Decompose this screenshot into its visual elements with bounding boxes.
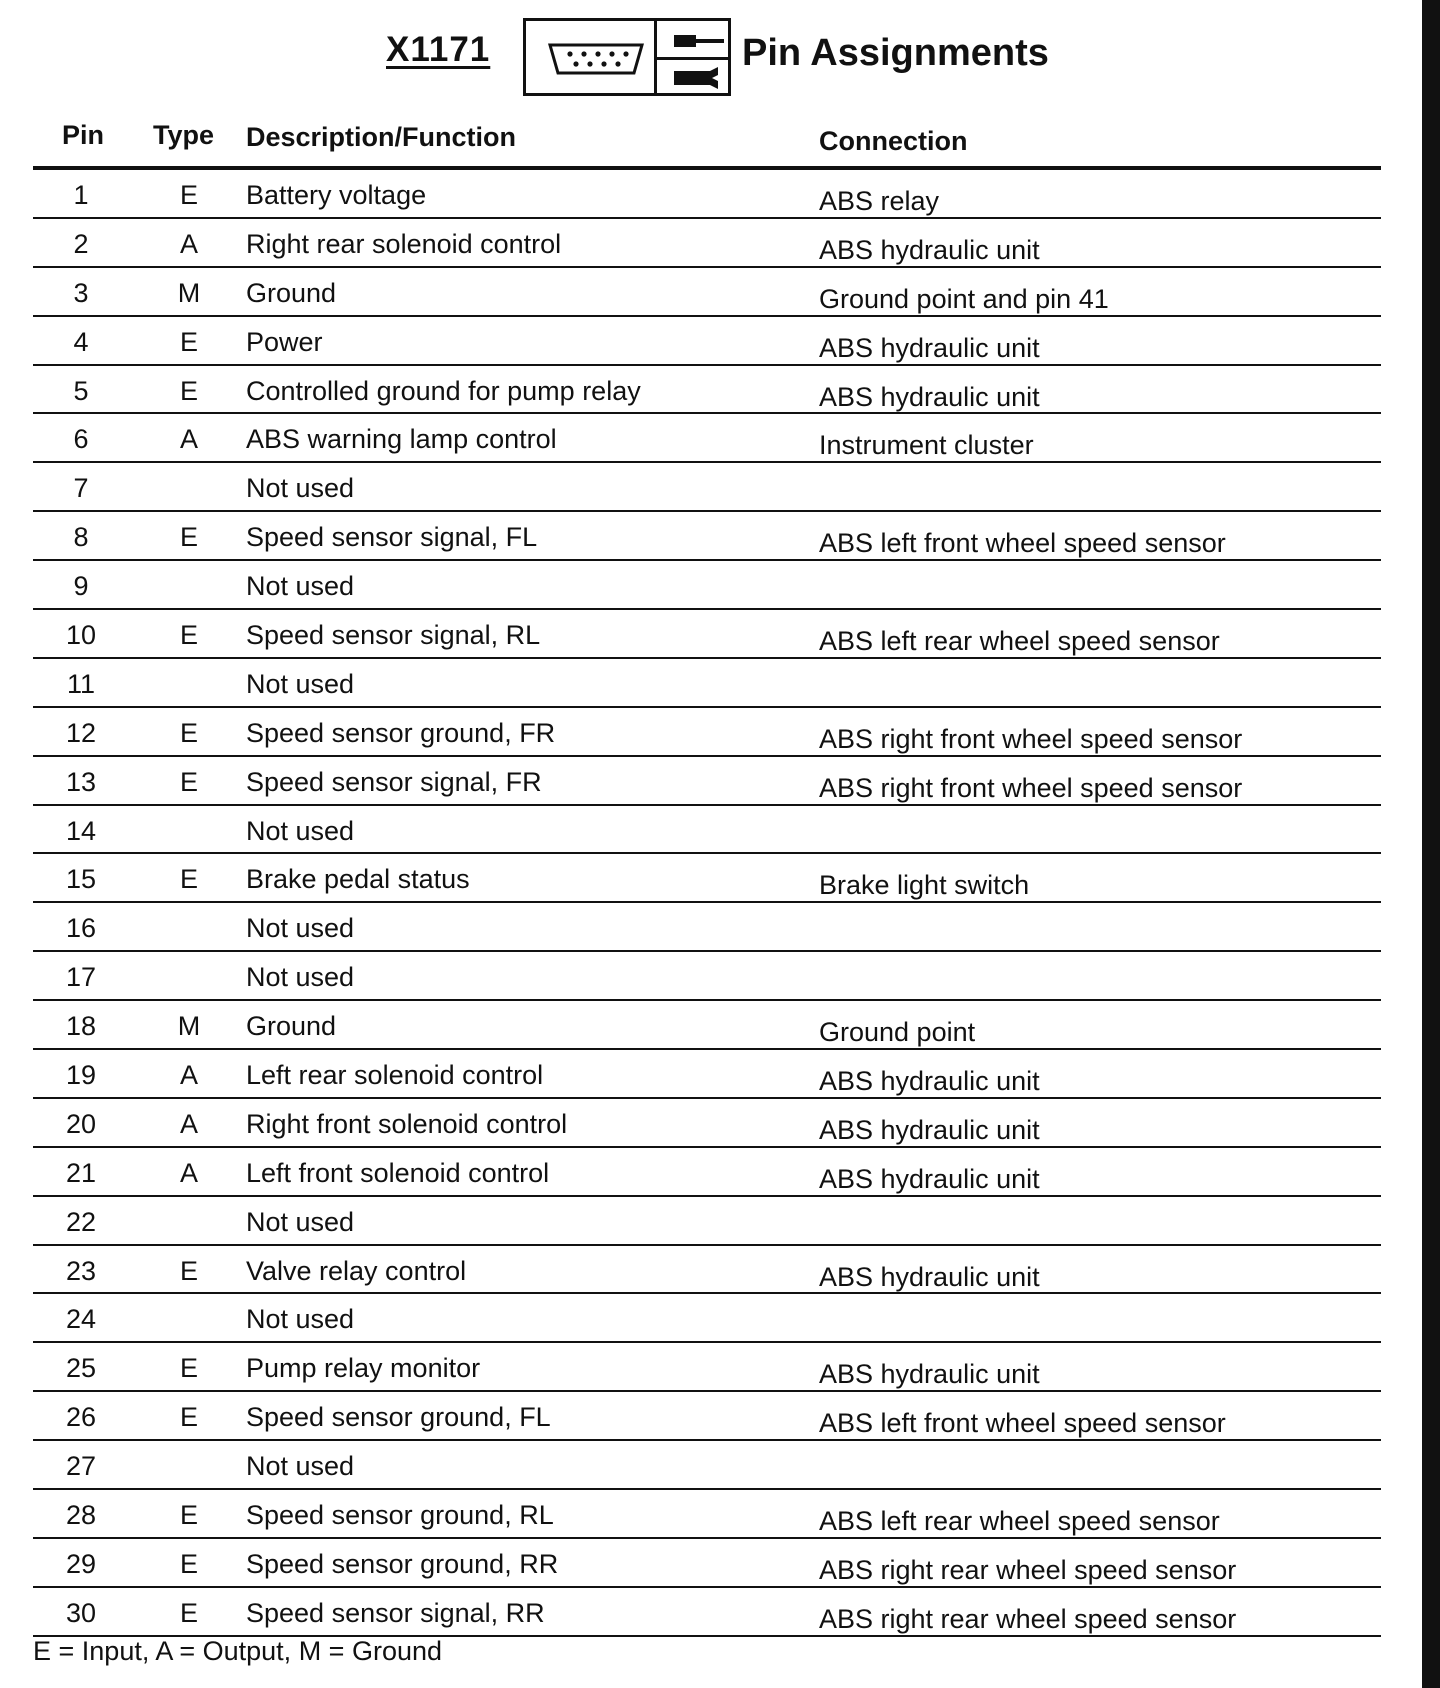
pin-type: E — [179, 326, 198, 357]
pin-description: Controlled ground for pump relay — [246, 375, 641, 406]
pin-connection: ABS hydraulic unit — [819, 1066, 1040, 1097]
pin-type: E — [179, 1353, 198, 1384]
pin-number: 8 — [73, 522, 89, 553]
table-row — [33, 170, 1381, 219]
pin-number: 26 — [65, 1402, 97, 1433]
table-row — [33, 219, 1381, 268]
pin-number: 6 — [73, 424, 89, 455]
pin-description: Speed sensor ground, FR — [246, 717, 556, 748]
pin-number: 5 — [73, 375, 89, 406]
pin-assignment-table — [33, 170, 1381, 1637]
connector-housing-icon — [536, 33, 656, 83]
pin-number: 12 — [65, 717, 97, 748]
pin-type: E — [179, 620, 198, 651]
pin-number: 20 — [65, 1108, 97, 1139]
pin-number: 21 — [65, 1157, 97, 1188]
pin-number: 14 — [65, 815, 97, 846]
pin-connection: ABS right front wheel speed sensor — [819, 772, 1243, 803]
pin-description: Speed sensor ground, RR — [246, 1548, 559, 1579]
pin-type: E — [179, 766, 198, 797]
pin-connection: ABS hydraulic unit — [819, 381, 1040, 412]
column-header-connection: Connection — [819, 126, 968, 156]
table-row — [33, 1539, 1381, 1588]
icon-divider-horizontal — [657, 57, 731, 60]
pin-connection: ABS left rear wheel speed sensor — [819, 1506, 1220, 1537]
pin-connection: Ground point — [819, 1017, 976, 1048]
pin-type: M — [177, 277, 201, 308]
pin-number: 22 — [65, 1206, 97, 1237]
pin-description: Not used — [246, 1304, 355, 1335]
pin-connection: ABS left rear wheel speed sensor — [819, 626, 1220, 657]
pin-number: 3 — [73, 277, 89, 308]
pin-number: 23 — [65, 1255, 97, 1286]
table-row — [33, 1441, 1381, 1490]
pin-description: Brake pedal status — [246, 864, 470, 895]
pin-number: 15 — [65, 864, 97, 895]
pin-description: Not used — [246, 962, 355, 993]
pin-description: Ground — [246, 277, 337, 308]
connector-icon-box — [523, 18, 731, 96]
pin-number: 4 — [73, 326, 89, 357]
type-legend: E = Input, A = Output, M = Ground — [33, 1636, 443, 1666]
pin-number: 17 — [65, 962, 97, 993]
pin-connection: Ground point and pin 41 — [819, 283, 1109, 314]
pin-number: 30 — [65, 1597, 97, 1628]
pin-connection: ABS right front wheel speed sensor — [819, 723, 1243, 754]
pin-description: Left rear solenoid control — [246, 1060, 544, 1091]
pin-number: 25 — [65, 1353, 97, 1384]
pin-connection: ABS left front wheel speed sensor — [819, 528, 1226, 559]
table-row — [33, 1246, 1381, 1295]
pin-description: Power — [246, 326, 323, 357]
table-row — [33, 1294, 1381, 1343]
table-row — [33, 366, 1381, 415]
table-row — [33, 1099, 1381, 1148]
pin-number: 1 — [73, 180, 89, 210]
pin-connection: ABS hydraulic unit — [819, 1163, 1040, 1194]
pin-connection: ABS hydraulic unit — [819, 1261, 1040, 1292]
table-row — [33, 610, 1381, 659]
pin-description: Speed sensor signal, RL — [246, 620, 541, 651]
pin-number: 13 — [65, 766, 97, 797]
page-edge-border — [1422, 0, 1440, 1688]
pin-connection: ABS hydraulic unit — [819, 234, 1040, 265]
pin-description: Not used — [246, 1206, 355, 1237]
table-row — [33, 561, 1381, 610]
table-row — [33, 708, 1381, 757]
pin-number: 29 — [65, 1548, 97, 1579]
pin-description: Not used — [246, 815, 355, 846]
pin-description: Not used — [246, 473, 355, 504]
table-row — [33, 1148, 1381, 1197]
pin-type: E — [179, 1402, 198, 1433]
pin-description: Not used — [246, 1451, 355, 1482]
pin-type: A — [179, 424, 198, 455]
column-header-type: Type — [153, 120, 215, 150]
pin-description: Speed sensor ground, RL — [246, 1500, 554, 1531]
pin-number: 10 — [65, 620, 97, 651]
pin-type: E — [179, 375, 198, 406]
pin-description: Speed sensor signal, RR — [246, 1597, 545, 1628]
pin-description: Pump relay monitor — [246, 1353, 481, 1384]
pin-type: E — [179, 1255, 198, 1286]
pin-type: E — [179, 180, 198, 210]
pin-connection: ABS relay — [819, 186, 940, 216]
pin-number: 9 — [73, 571, 89, 602]
pin-connection: ABS hydraulic unit — [819, 1114, 1040, 1145]
table-row — [33, 806, 1381, 855]
table-row — [33, 903, 1381, 952]
table-row — [33, 463, 1381, 512]
table-row — [33, 1001, 1381, 1050]
table-row — [33, 1343, 1381, 1392]
pin-type: E — [179, 864, 198, 895]
table-row — [33, 512, 1381, 561]
table-row — [33, 268, 1381, 317]
pin-description: Not used — [246, 668, 355, 699]
column-header-pin: Pin — [62, 120, 105, 150]
pin-description: Valve relay control — [246, 1255, 467, 1286]
pin-number: 19 — [65, 1060, 97, 1091]
page-header — [0, 16, 1400, 100]
pin-connection: Instrument cluster — [819, 430, 1034, 461]
pin-number: 2 — [73, 228, 89, 259]
pin-connection: ABS hydraulic unit — [819, 1359, 1040, 1390]
pin-type: E — [179, 1500, 198, 1531]
table-row — [33, 854, 1381, 903]
pin-description: Not used — [246, 913, 355, 944]
table-row — [33, 1050, 1381, 1099]
pin-connection: ABS right rear wheel speed sensor — [819, 1554, 1237, 1585]
pin-connection: ABS hydraulic unit — [819, 332, 1040, 363]
pin-connection: Brake light switch — [819, 870, 1030, 901]
pin-type: A — [179, 1157, 198, 1188]
pin-description: Speed sensor signal, FL — [246, 522, 538, 553]
table-row — [33, 414, 1381, 463]
pin-type: A — [179, 228, 198, 259]
pin-type: A — [179, 1108, 198, 1139]
pin-type: E — [179, 522, 198, 553]
pin-type: E — [179, 1548, 198, 1579]
pin-number: 7 — [73, 473, 89, 504]
page-title: Pin Assignments — [742, 32, 1049, 74]
pin-number: 11 — [66, 668, 96, 699]
table-row — [33, 1588, 1381, 1637]
pin-connection: ABS left front wheel speed sensor — [819, 1408, 1226, 1439]
pin-description: Not used — [246, 571, 355, 602]
socket-icon — [672, 65, 728, 91]
table-row — [33, 1392, 1381, 1441]
table-row — [33, 757, 1381, 806]
pin-description: Left front solenoid control — [246, 1157, 550, 1188]
pin-number: 24 — [65, 1304, 97, 1335]
pin-number: 16 — [65, 913, 97, 944]
column-header-description: Description/Function — [246, 122, 516, 152]
pin-description: Ground — [246, 1011, 337, 1042]
pin-type: E — [179, 717, 198, 748]
table-row — [33, 659, 1381, 708]
pin-type: M — [177, 1011, 201, 1042]
pin-connection: ABS right rear wheel speed sensor — [819, 1603, 1237, 1634]
pin-description: ABS warning lamp control — [246, 424, 557, 455]
pin-number: 28 — [65, 1500, 97, 1531]
pin-description: Speed sensor ground, FL — [246, 1402, 551, 1433]
pin-description: Right rear solenoid control — [246, 228, 562, 259]
table-row — [33, 1490, 1381, 1539]
pin-number: 18 — [65, 1011, 97, 1042]
pin-description: Battery voltage — [246, 180, 427, 210]
pin-type: E — [179, 1597, 198, 1628]
pin-description: Speed sensor signal, FR — [246, 766, 542, 797]
pin-type: A — [179, 1060, 198, 1091]
table-row — [33, 317, 1381, 366]
connector-id: X1171 — [386, 30, 491, 69]
table-row — [33, 1197, 1381, 1246]
pin-number: 27 — [65, 1451, 97, 1482]
plug-pin-icon — [672, 29, 728, 53]
table-row — [33, 952, 1381, 1001]
pin-description: Right front solenoid control — [246, 1108, 568, 1139]
